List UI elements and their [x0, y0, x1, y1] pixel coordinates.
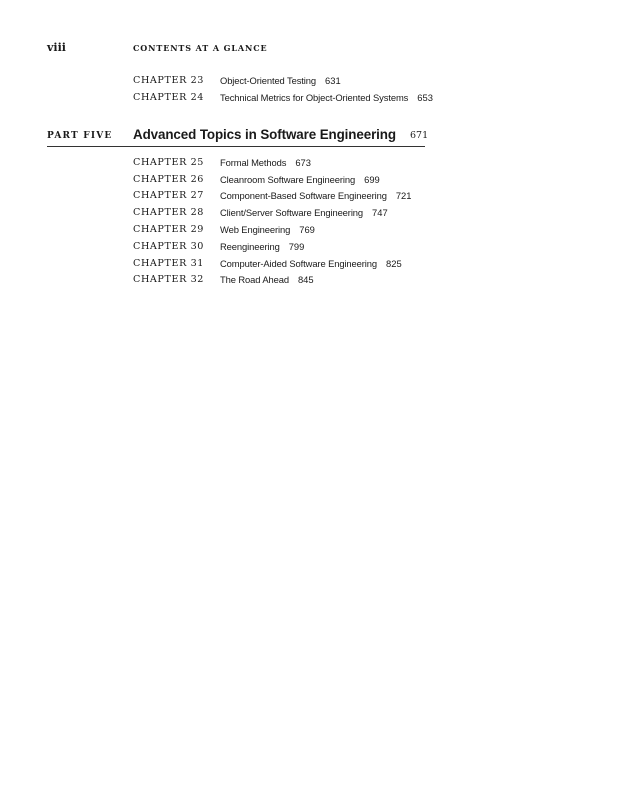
part-page: 671 [410, 130, 429, 141]
part-five-heading [47, 127, 429, 147]
chapter-title: Computer-Aided Software Engineering [220, 257, 378, 269]
part-title: Advanced Topics in Software Engineering [133, 127, 396, 142]
chapter-title: Reengineering [220, 240, 280, 252]
chapter-entry-24 [133, 89, 433, 106]
chapter-page: 721 [395, 190, 412, 202]
chapter-label: CHAPTER 26 [133, 173, 204, 185]
chapter-page: 845 [297, 274, 314, 286]
chapter-entry-31 [133, 255, 411, 272]
chapter-page: 631 [325, 74, 341, 86]
chapter-entry-29 [133, 221, 411, 238]
chapter-title: Technical Metrics for Object-Oriented Systems [220, 91, 409, 103]
chapter-entry-28 [133, 204, 411, 221]
chapter-label: CHAPTER 25 [133, 156, 204, 168]
chapter-title: Object-Oriented Testing [220, 74, 317, 86]
chapter-label: CHAPTER 28 [133, 207, 204, 219]
page-number: viii [47, 41, 66, 54]
chapter-label: CHAPTER 29 [133, 224, 204, 236]
chapter-list-part-five [133, 154, 411, 288]
chapter-entry-23 [133, 72, 433, 89]
chapter-label: CHAPTER 27 [133, 190, 204, 202]
chapter-page: 699 [364, 173, 380, 185]
chapter-entry-30 [133, 238, 411, 255]
chapter-label: CHAPTER 32 [133, 274, 204, 286]
chapter-page: 799 [288, 240, 305, 252]
running-head: CONTENTS AT A GLANCE [133, 43, 268, 53]
chapter-label: CHAPTER 30 [133, 240, 204, 252]
chapter-title: Cleanroom Software Engineering [220, 173, 356, 185]
chapter-page: 825 [386, 257, 402, 269]
chapter-title: Web Engineering [220, 224, 291, 236]
chapter-title: Client/Server Software Engineering [220, 207, 364, 219]
chapter-title: Component-Based Software Engineering [220, 190, 387, 202]
chapter-label: CHAPTER 23 [133, 74, 204, 86]
chapter-entry-27 [133, 188, 411, 205]
chapter-entry-26 [133, 171, 411, 188]
chapter-page: 769 [299, 224, 315, 236]
chapter-list-part-four-end [133, 72, 433, 106]
chapter-page: 673 [295, 156, 311, 168]
chapter-entry-25 [133, 154, 411, 171]
part-label: PART FIVE [47, 131, 113, 141]
chapter-page: 747 [372, 207, 388, 219]
chapter-label: CHAPTER 24 [133, 91, 204, 103]
chapter-page: 653 [417, 91, 433, 103]
chapter-title: The Road Ahead [220, 274, 289, 286]
chapter-entry-32 [133, 272, 411, 289]
chapter-title: Formal Methods [220, 156, 287, 168]
chapter-label: CHAPTER 31 [133, 257, 204, 269]
